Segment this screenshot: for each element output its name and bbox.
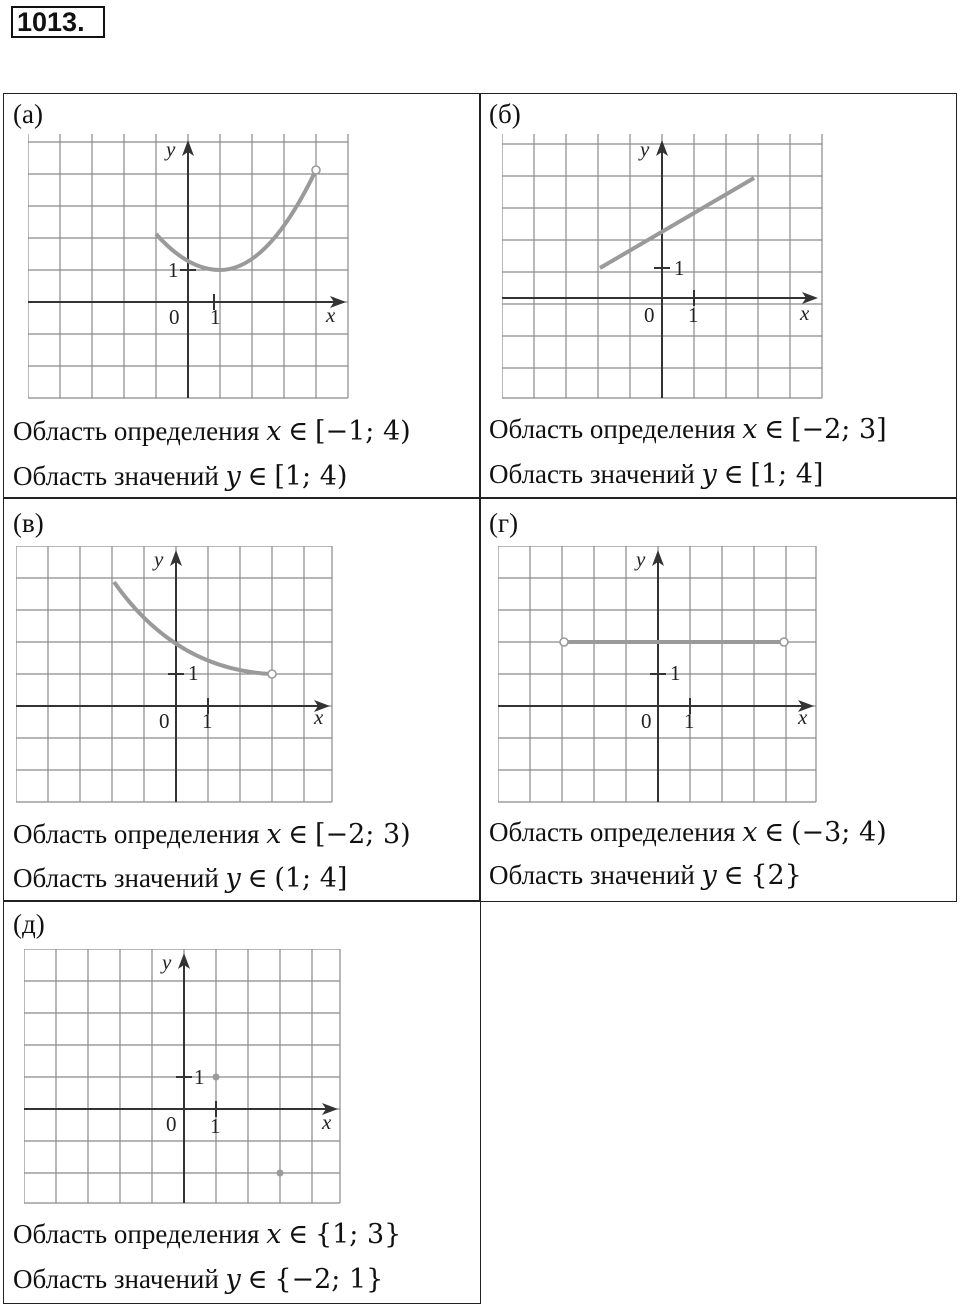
cell-label: (б) [489, 99, 521, 129]
range-variable: y [225, 863, 241, 894]
x-axis-name: x [314, 705, 324, 729]
open-endpoint-left [560, 638, 568, 646]
range-line [489, 860, 802, 891]
cell-label: (г) [489, 508, 519, 538]
domain-operator: ∈ [288, 819, 309, 850]
range-variable: y [225, 1264, 241, 1295]
domain-line [13, 819, 411, 850]
graph-point-1 [213, 1074, 220, 1081]
x-axis-name: x [800, 301, 810, 325]
domain-label: Область определения [13, 1219, 260, 1249]
y-axis-name: y [162, 950, 172, 974]
domain-variable: x [742, 414, 758, 445]
range-set: {−2; 1} [274, 1264, 384, 1295]
x-axis-name: x [322, 1110, 332, 1134]
task-number: 1013. [11, 6, 105, 38]
y-axis-name: y [154, 547, 164, 571]
domain-set: {1; 3} [314, 1219, 402, 1250]
domain-set: [−2; 3) [314, 819, 411, 850]
x-unit-label: 1 [684, 709, 695, 733]
y-axis-name: y [640, 137, 650, 161]
origin-label: 0 [166, 1112, 177, 1136]
range-operator: ∈ [247, 1264, 268, 1295]
y-unit-label: 1 [670, 661, 681, 685]
y-axis-name: y [166, 137, 176, 161]
range-label: Область значений [489, 459, 695, 489]
domain-operator: ∈ [764, 414, 785, 445]
x-axis-name: x [326, 303, 336, 327]
range-line [13, 1264, 383, 1295]
domain-variable: x [266, 1219, 282, 1250]
x-axis-name: x [798, 705, 808, 729]
range-line [13, 863, 347, 894]
y-unit-label: 1 [674, 256, 685, 280]
range-set: (1; 4] [274, 863, 348, 894]
origin-label: 0 [641, 709, 652, 733]
cell-d [3, 900, 481, 1304]
range-label: Область значений [13, 863, 219, 893]
y-unit-label: 1 [194, 1065, 205, 1089]
graph-point-2 [277, 1170, 284, 1177]
function-graph-v [16, 546, 346, 806]
x-unit-label: 1 [688, 303, 699, 327]
range-label: Область значений [489, 860, 695, 890]
range-label: Область значений [13, 1264, 219, 1294]
range-operator: ∈ [247, 863, 268, 894]
domain-variable: x [266, 416, 282, 447]
domain-operator: ∈ [288, 416, 309, 447]
domain-line [13, 1219, 401, 1250]
origin-label: 0 [159, 709, 170, 733]
origin-label: 0 [644, 303, 655, 327]
range-operator: ∈ [723, 459, 744, 490]
cell-label: (в) [13, 508, 44, 538]
domain-line [13, 416, 411, 447]
cell-b [479, 93, 957, 499]
x-unit-label: 1 [210, 305, 221, 329]
domain-set: (−3; 4) [790, 817, 887, 848]
cell-v [3, 497, 481, 902]
cell-a [3, 93, 481, 499]
domain-label: Область определения [13, 819, 260, 849]
domain-operator: ∈ [764, 817, 785, 848]
domain-set: [−1; 4) [314, 416, 411, 447]
range-operator: ∈ [247, 461, 268, 492]
domain-label: Область определения [489, 414, 736, 444]
domain-variable: x [742, 817, 758, 848]
graph-line [156, 170, 316, 270]
open-endpoint-right [780, 638, 788, 646]
range-variable: y [701, 860, 717, 891]
open-endpoint [312, 166, 320, 174]
origin-label: 0 [169, 305, 180, 329]
y-unit-label: 1 [168, 258, 179, 282]
y-unit-label: 1 [188, 661, 199, 685]
x-unit-label: 1 [202, 709, 213, 733]
domain-operator: ∈ [288, 1219, 309, 1250]
range-variable: y [225, 461, 241, 492]
graph-line [600, 178, 754, 268]
domain-line [489, 817, 887, 848]
cell-label: (а) [13, 99, 43, 129]
domain-variable: x [266, 819, 282, 850]
domain-label: Область определения [13, 416, 260, 446]
x-unit-label: 1 [210, 1114, 221, 1138]
range-set: [1; 4] [750, 459, 824, 490]
function-graph-a [28, 134, 358, 399]
open-endpoint [268, 670, 276, 678]
cell-g [479, 497, 957, 902]
domain-line [489, 414, 887, 445]
function-graph-g [498, 546, 828, 806]
function-graph-b [502, 134, 832, 399]
range-operator: ∈ [723, 860, 744, 891]
y-axis-name: y [636, 547, 646, 571]
range-line [489, 459, 823, 490]
range-line [13, 461, 347, 492]
range-label: Область значений [13, 461, 219, 491]
function-graph-d [24, 949, 354, 1209]
range-set: [1; 4) [274, 461, 348, 492]
range-set: {2} [750, 860, 802, 891]
domain-set: [−2; 3] [790, 414, 887, 445]
domain-label: Область определения [489, 817, 736, 847]
range-variable: y [701, 459, 717, 490]
cell-label: (д) [13, 909, 45, 939]
